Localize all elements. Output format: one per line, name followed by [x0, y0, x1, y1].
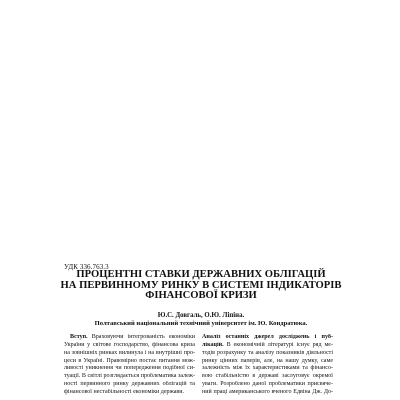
left-line-1: [64, 334, 195, 342]
title-line-2: НА ПЕРВИННОМУ РИНКУ В СИСТЕМІ ІНДИКАТОРІВ: [60, 279, 342, 291]
right-line-6: вою стабільністю в державі заслуговує окремої: [202, 373, 333, 380]
left-line-8: фінансової нестабільності економіки держави.: [64, 388, 185, 395]
analysis-heading: Аналіз останніх джерел досліджень і пуб-: [202, 334, 333, 340]
affiliation: Полтавський національний технічний університет ім. Ю. Кондратюка.: [94, 320, 308, 327]
analysis-heading-end: лікацій.: [202, 341, 224, 348]
left-line-7: ності первинного ринку державних облігацій та: [64, 381, 195, 388]
article-title: [60, 270, 342, 302]
analysis-first-text: В економічній літературі існує ряд ме-: [226, 341, 333, 348]
left-line-3: на зовнішніх ринках вилинула і на внутрішні про-: [64, 349, 195, 356]
left-column: [64, 334, 195, 397]
left-line-2: України у світове господарство, фінансова криза: [64, 341, 195, 348]
title-line-3: ФІНАНСОВОЇ КРИЗИ: [145, 290, 257, 302]
authors: Ю.С. Довгаль, О.Ю. Ліпіна.: [157, 312, 245, 319]
right-line-8: ний праці американського вченого Едвіна Дж. До-: [202, 388, 333, 395]
right-line-3: тодів розрахунку та аналізу показників діяльності: [202, 349, 333, 356]
intro-first-text: Враховуючи інтегрованість економіки: [91, 334, 195, 340]
right-line-7: уваги. Розроблено даної проблематики присвяче-: [202, 381, 333, 388]
right-line-2: [202, 342, 333, 350]
left-line-6: туації. В світлі розглядається проблематика залеж-: [64, 373, 195, 380]
right-line-5: залежність між їх характеристиками та фінансо-: [202, 365, 333, 372]
left-line-4: цеси в Україні. Правомірно постає питання мож-: [64, 357, 195, 364]
intro-heading: Вступ.: [70, 334, 88, 340]
right-column: [202, 334, 333, 397]
title-line-1: ПРОЦЕНТНІ СТАВКИ ДЕРЖАВНИХ ОБЛІГАЦІЙ: [76, 269, 326, 280]
udc-code: УДК 336.763.3: [64, 263, 109, 271]
right-line-4: ринку цінних паперів, але, на нашу думку, саме: [202, 357, 333, 364]
left-line-5: ливості уникнення чи попередження подібної си-: [64, 365, 195, 372]
